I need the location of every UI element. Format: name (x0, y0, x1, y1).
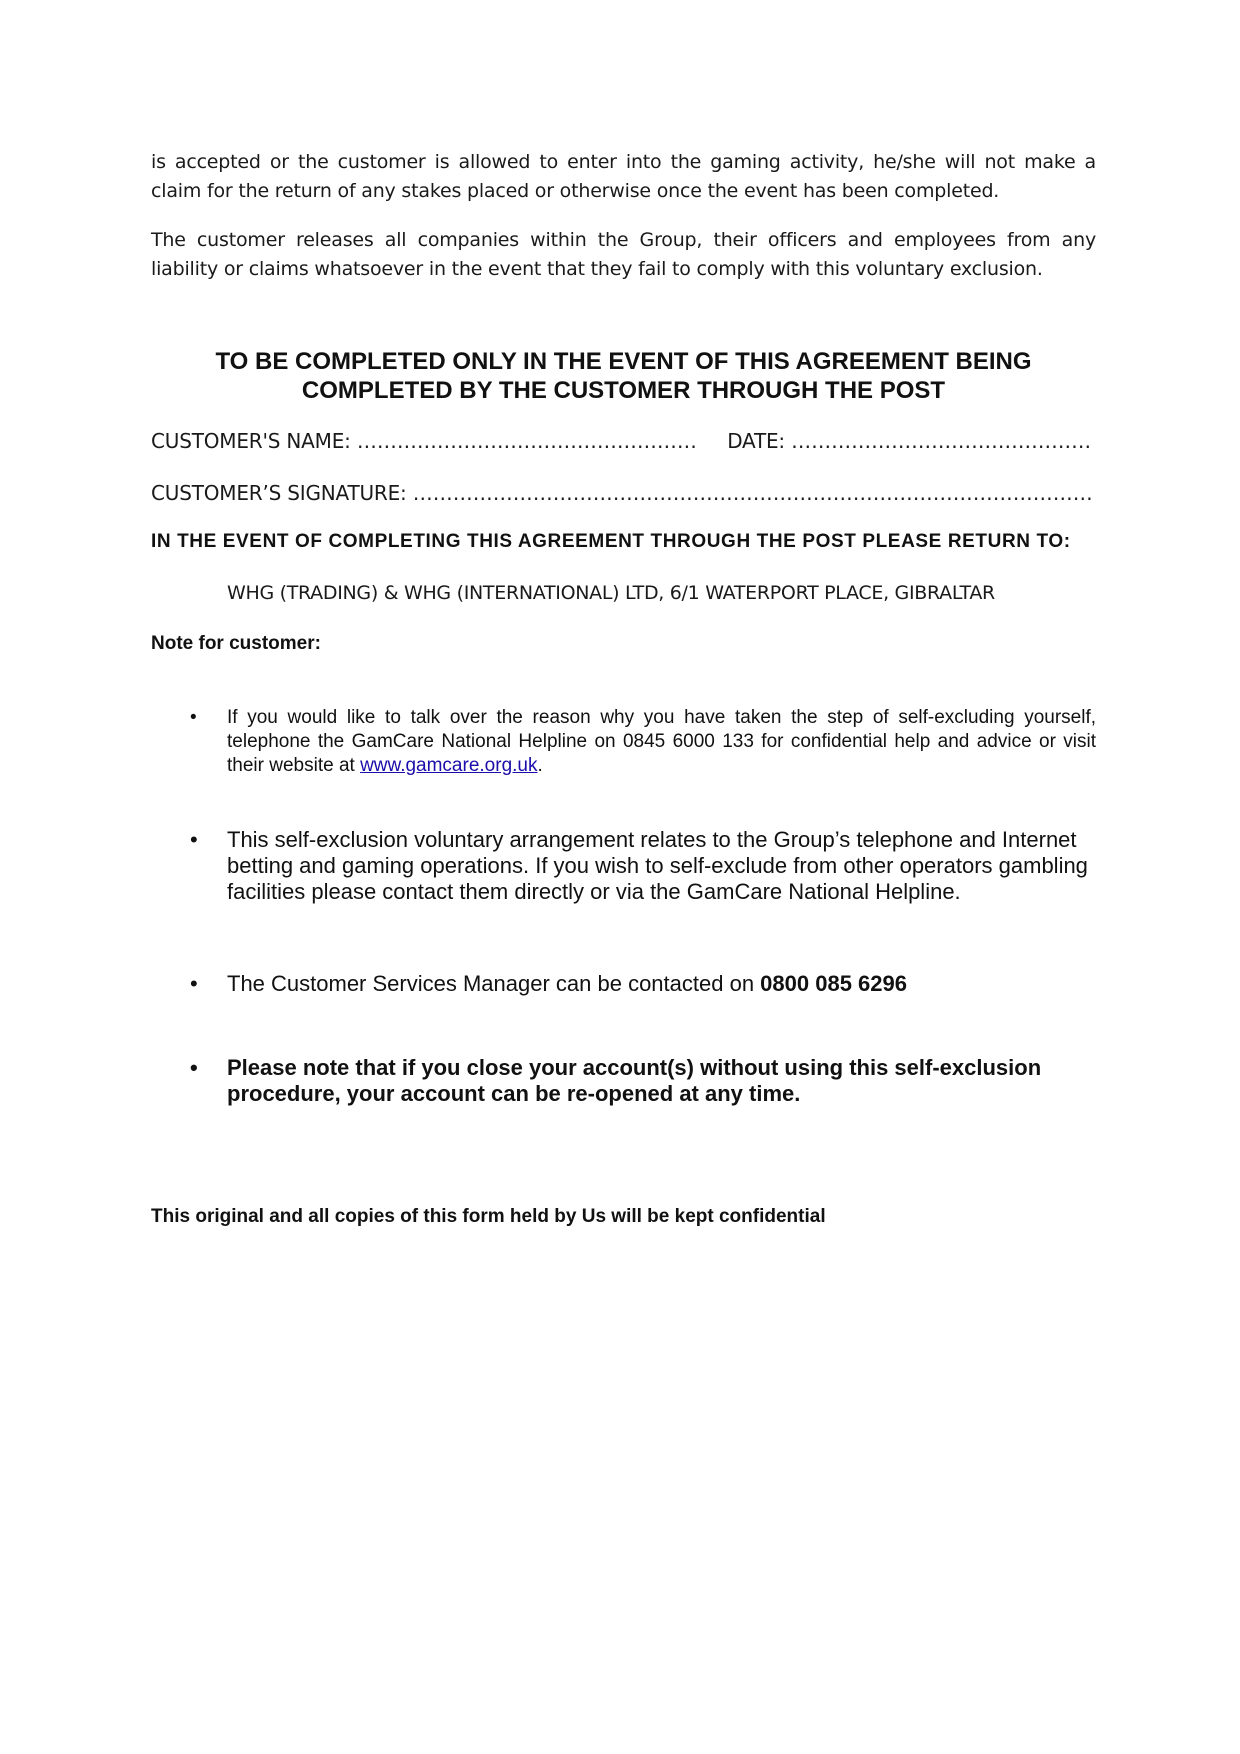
note-item-contact (227, 971, 1096, 997)
customer-name-label: CUSTOMER'S NAME: (151, 429, 351, 453)
intro-paragraph-stakes: is accepted or the customer is allowed to enter into the gaming activity, he/she will not make a claim for the return of any stakes placed or otherwise once the event has been completed. (151, 151, 1096, 202)
intro-paragraph-release: The customer releases all companies within the Group, their officers and employees from any liability or claims whatsoever in the event that they fail to comply with this voluntary exclusion. (151, 229, 1096, 280)
note-item-account-warning: Please note that if you close your account(s) without using this self-exclusion procedure, your account can be re-opened at any time. (227, 1055, 1042, 1106)
post-section-heading-line-2: COMPLETED BY THE CUSTOMER THROUGH THE POST (301, 377, 946, 404)
note-item-arrangement: This self-exclusion voluntary arrangement relates to the Group’s telephone and Internet betting and gaming operations. If you wish to self-exclude from other operators gambling facilities please contact them directly or via the GamCare National Helpline. (227, 827, 1088, 904)
customer-name-row (151, 427, 1091, 455)
note-title: Note for customer: (151, 633, 321, 654)
customer-name-field[interactable]: …………………………………………… (356, 429, 697, 453)
gamcare-website-link[interactable]: www.gamcare.org.uk (360, 755, 538, 776)
customer-signature-row (151, 479, 1093, 507)
date-field[interactable]: ……………………………………… (791, 429, 1092, 453)
customer-services-phone: 0800 085 6296 (760, 971, 907, 996)
bullet-icon: • (190, 1055, 198, 1080)
post-section-heading-line-1: TO BE COMPLETED ONLY IN THE EVENT OF THIS AGREEMENT BEING (215, 348, 1032, 375)
return-address: WHG (TRADING) & WHG (INTERNATIONAL) LTD, 6/1 WATERPORT PLACE, GIBRALTAR (227, 582, 995, 604)
note-item-helpline-end: . (537, 755, 543, 776)
date-label: DATE: (727, 429, 785, 453)
bullet-icon: • (190, 707, 197, 728)
bullet-icon: • (190, 971, 198, 996)
note-item-contact-text: The Customer Services Manager can be contacted on (227, 971, 761, 996)
customer-signature-label: CUSTOMER’S SIGNATURE: (151, 481, 407, 505)
note-item-helpline (227, 706, 1096, 778)
confidentiality-note: This original and all copies of this form held by Us will be kept confidential (151, 1206, 826, 1227)
note-item-helpline-text: If you would like to talk over the reason why you have taken the step of self-excluding yourself, telephone the GamCare National Helpline on 0845 6000 133 for confidential help and advice or visit their website at (227, 707, 1096, 776)
customer-signature-field[interactable]: ………………………………………………………………………………………… (412, 481, 1093, 505)
bullet-icon: • (190, 827, 198, 852)
return-instruction: IN THE EVENT OF COMPLETING THIS AGREEMENT THROUGH THE POST PLEASE RETURN TO: (151, 531, 1071, 552)
